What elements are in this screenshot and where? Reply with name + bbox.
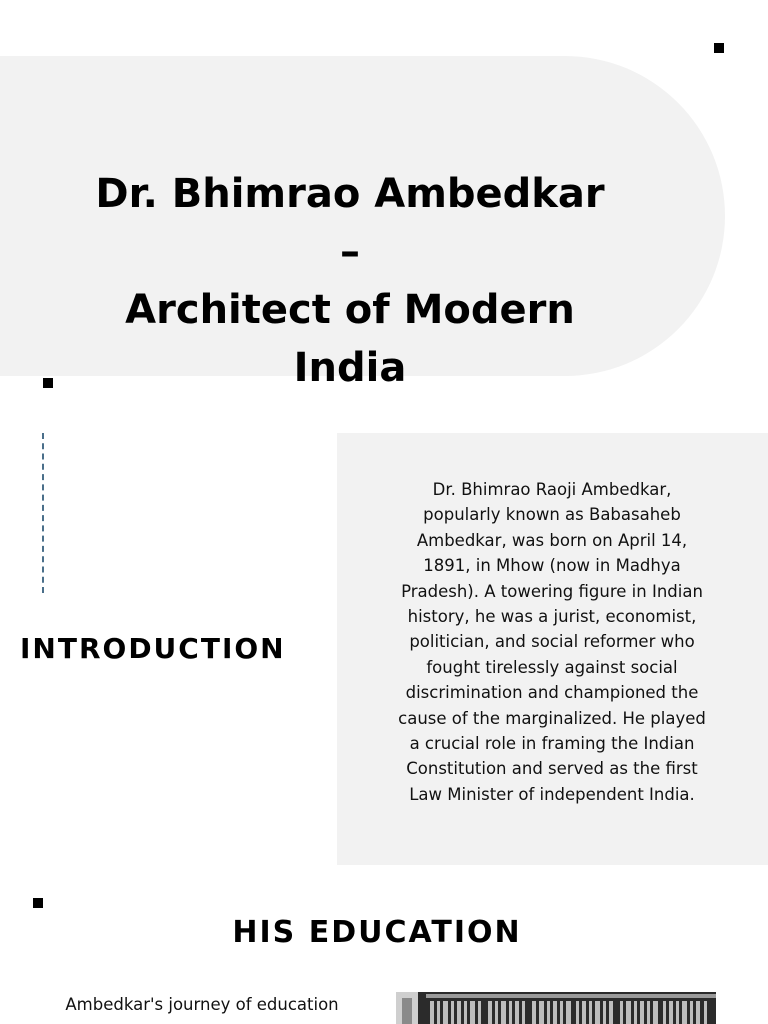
title-line-4: India (293, 345, 407, 391)
title-line-1: Dr. Bhimrao Ambedkar (95, 171, 605, 217)
education-text: Ambedkar's journey of education (65, 995, 339, 1014)
introduction-text: Dr. Bhimrao Raoji Ambedkar, popularly known as Babasaheb Ambedkar, was born on April 14, 1891, in Mhow (now in Madhya Pradesh). A towering figure in Indian history, he was a jurist, economist, politician, and social reformer who fought tirelessly against social discrimination and championed the cause of the marginalized. He played a crucial role in framing the Indian Constitution and served as the first Law Minister of independent India. (398, 480, 706, 804)
education-heading: HIS EDUCATION (232, 915, 522, 950)
education-photo (396, 992, 716, 1024)
square-bullet-icon (33, 898, 43, 908)
title-line-2: – (340, 229, 360, 275)
page-title (60, 165, 640, 397)
introduction-heading: INTRODUCTION (20, 632, 286, 665)
square-bullet-icon (43, 378, 53, 388)
title-line-3: Architect of Modern (125, 287, 575, 333)
square-bullet-icon (714, 43, 724, 53)
dashed-divider (42, 433, 44, 593)
